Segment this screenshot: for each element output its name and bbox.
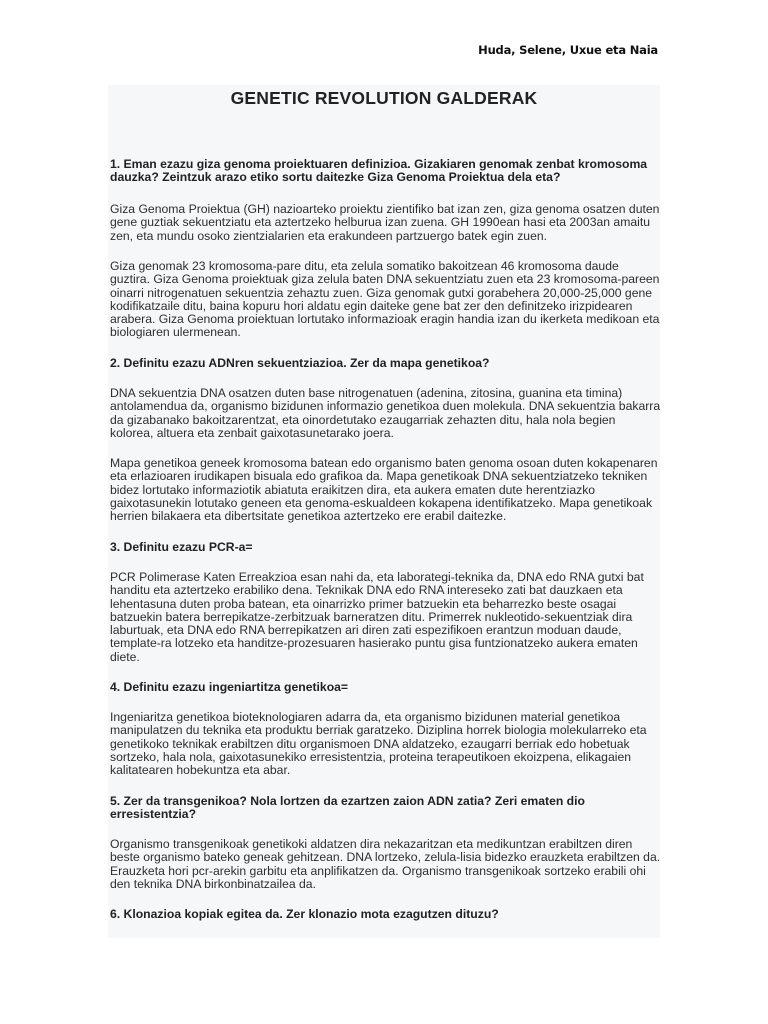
question-5: 5. Zer da transgenikoa? Nola lortzen da ezartzen zaion ADN zatia? Zeri ematen dio erresistentzia? <box>110 794 585 822</box>
answer-1-2: Giza genomak 23 kromosoma-pare ditu, eta zelula somatiko bakoitzean 46 kromosoma daude guztira. Giza Genoma proiektuak giza zelula baten DNA sekuentziatu zuen eta 23 kromosoma-pareen oinarri nitrogenatuen sekuentzia zehaztu zuen. Giza genomak gutxi gorabehera 20,000-25,000 gene kodifikatzaile ditu, baina kopuru hori aldatu egin daiteke gene bat zer den definitzeko irizpidearen arabera. Giza Genoma proiektuan lortutako informazioak eragin handia izan du ikerketa medikoan eta biologiaren ulermenean. <box>110 259 660 340</box>
question-1: 1. Eman ezazu giza genoma proiektuaren definizioa. Gizakiaren genomak zenbat kromosoma dauzka? Zeintzuk arazo etiko sortu daitezke Giza Genoma Proiektua dela eta? <box>110 157 648 185</box>
answer-2-1: DNA sekuentzia DNA osatzen duten base nitrogenatuen (adenina, zitosina, guanina eta timina) antolamendua da, organismo bizidunen informazio genetikoa duen molekula. DNA sekuentzia bakarra da gizabanako bakoitzarentzat, eta oinordetutako ezaugarriak zehazten ditu, hala nola begien kolorea, altuera eta zenbait gaixotasunetarako joera. <box>110 386 661 440</box>
question-3: 3. Definitu ezazu PCR-a= <box>110 540 253 554</box>
question-6: 6. Klonazioa kopiak egitea da. Zer klonazio mota ezagutzen dituzu? <box>110 907 499 921</box>
document-panel <box>108 85 660 938</box>
document-title: GENETIC REVOLUTION GALDERAK <box>230 88 538 108</box>
answer-4-1: Ingeniaritza genetikoa bioteknologiaren adarra da, eta organismo bizidunen material genetikoa manipulatzen du teknika eta produktu berriak garatzeko. Diziplina horrek biologia molekularreko eta genetikoko teknikak erabiltzen ditu organismoen DNA aldatzeko, ezaugarri berriak edo hobetuak sortzeko, hala nola, gaixotasunekiko erresistentzia, proteina terapeutikoen ekoizpena, elikagaien kalitatearen hobekuntza eta abar. <box>110 710 647 778</box>
question-2: 2. Definitu ezazu ADNren sekuentziazioa. Zer da mapa genetikoa? <box>110 356 490 370</box>
question-4: 4. Definitu ezazu ingeniartitza genetikoa= <box>110 680 349 694</box>
answer-3-1: PCR Polimerase Katen Erreakzioa esan nahi da, eta laborategi-teknika da, DNA edo RNA gutxi bat handitu eta aztertzeko erabiliko dena. Teknikak DNA edo RNA intereseko zati bat dauzkaen eta lehentasuna duten proba batean, eta oinarrizko primer batzuekin eta beharrezko beste osagai batzuekin batera berrepikatze-zerbitzuak barneratzen ditu. Primerrek nukleotido-sekuentziak dira laburtuak, eta DNA edo RNA berrepikatzen ari diren zati espezifikoen erantzun moduan daude, template-ra lotzeko eta handitze-prozesuaren hasierako puntu gisa funtzionatzeko aukera ematen diete. <box>110 570 644 664</box>
answer-1-1: Giza Genoma Proiektua (GH) nazioarteko proiektu zientifiko bat izan zen, giza genoma osatzen duten gene guztiak sekuentziatu eta aztertzeko helburua izan zuena. GH 1990ean hasi eta 2003an amaitu zen, eta mundu osoko zientzialarien eta erakundeen partzuergo batek egin zuen. <box>110 202 660 243</box>
answer-2-2: Mapa genetikoa geneek kromosoma batean edo organismo baten genoma osoan duten kokapenaren eta erlazioaren irudikapen bisuala edo grafikoa da. Mapa genetikoak DNA sekuentziatzeko tekniken bidez lortutako informaziotik abiatuta eraikitzen dira, eta aukera ematen dute herentziazko gaixotasunekin lotutako geneen eta genoma-eskualdeen kokapena identifikatzeko. Mapa genetikoak herrien bilakaera eta dibertsitate genetikoa aztertzeko ere erabil daitezke. <box>110 456 658 524</box>
document-authors: Huda, Selene, Uxue eta Naia <box>478 43 658 57</box>
answer-5-1: Organismo transgenikoak genetikoki aldatzen dira nekazaritzan eta medikuntzan erabiltzen diren beste organismo bateko geneak gehitzean. DNA lortzeko, zelula-lisia bidezko erauzketa erabiltzen da. Erauzketa hori pcr-arekin garbitu eta anplifikatzen da. Organismo transgenikoak sortzeko erabili ohi den teknika DNA birkonbinatzailea da. <box>110 837 661 891</box>
